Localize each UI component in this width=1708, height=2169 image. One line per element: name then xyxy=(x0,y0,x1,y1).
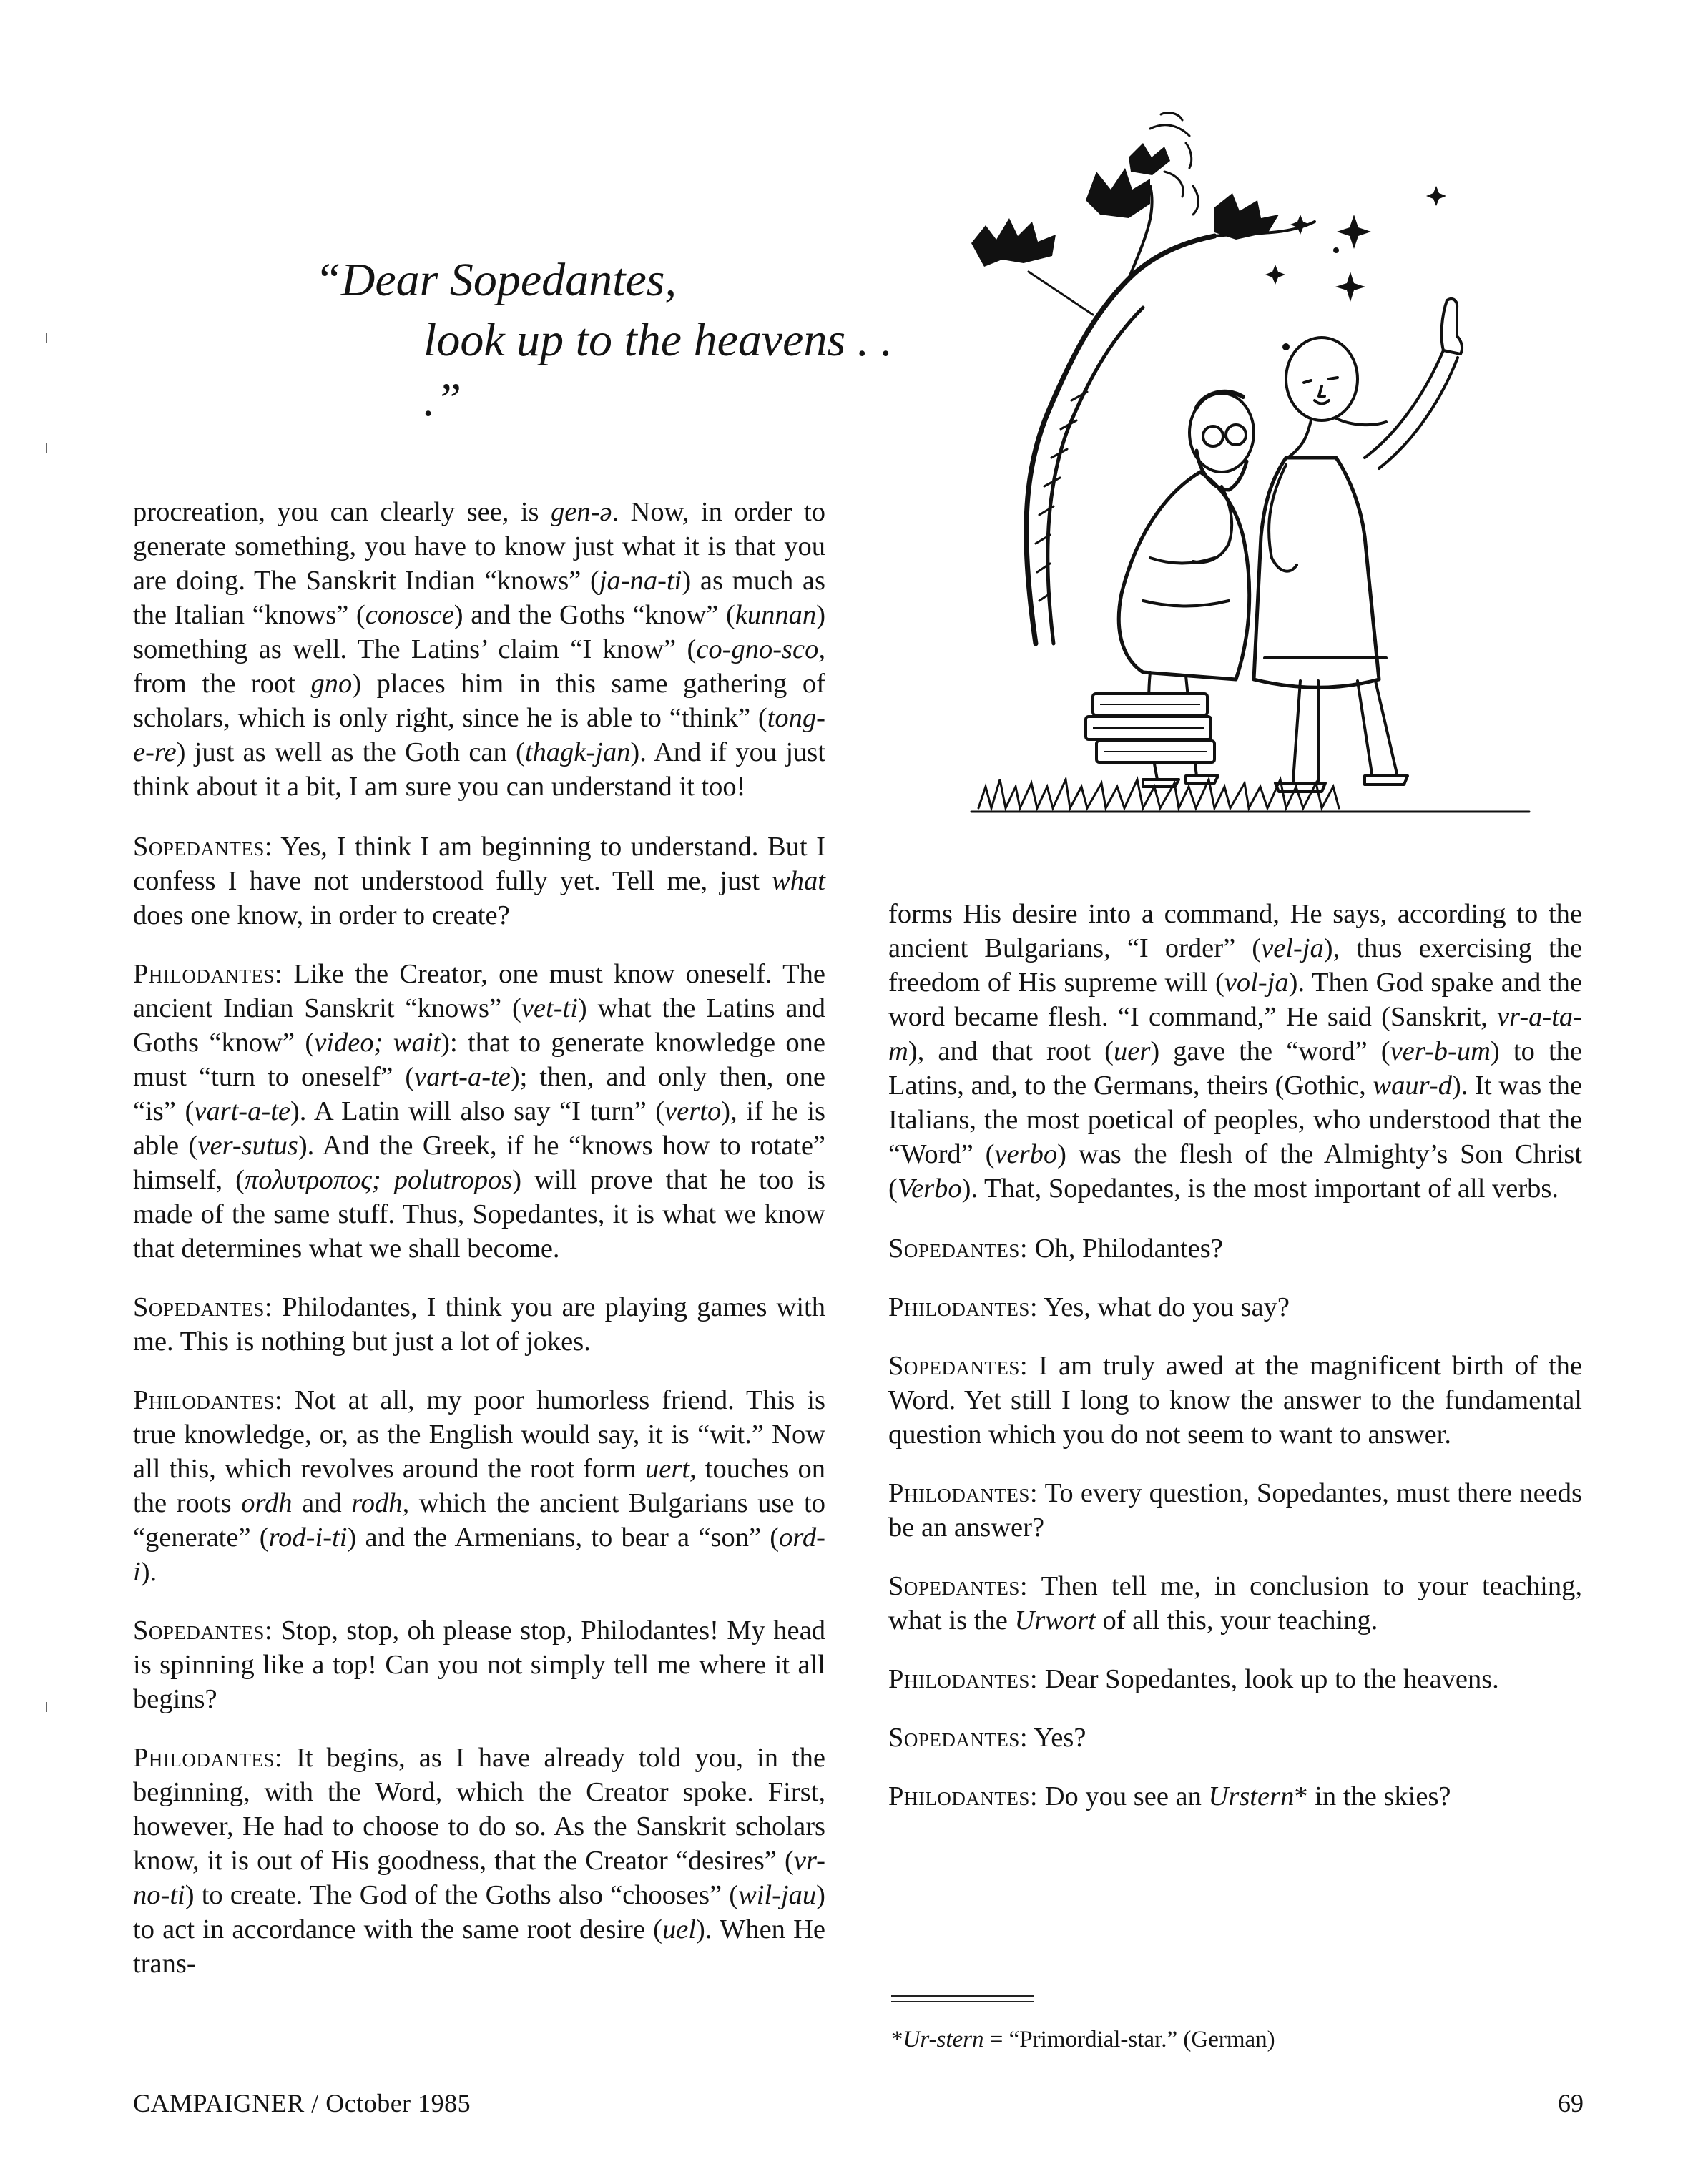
italic-term: Verbo xyxy=(897,1174,962,1204)
text-run: ) was the flesh of the Almighty’s Son Christ ( xyxy=(888,1139,1582,1204)
text-run: ). A Latin will also say “I turn” ( xyxy=(290,1096,665,1126)
italic-term: gen-ə xyxy=(550,497,612,527)
text-run: touches on the roots xyxy=(133,1454,825,1518)
footnote-term: Ur-stern xyxy=(903,2027,984,2052)
text-run: does one know, in order to create? xyxy=(133,900,510,930)
text-run: ) and the Armenians, to bear a “son” ( xyxy=(347,1523,780,1553)
pull-quote xyxy=(315,250,916,431)
text-run: ), thus exercising the freedom of His supreme will ( xyxy=(888,933,1582,998)
italic-term: rodh, xyxy=(351,1488,410,1518)
text-run: Do you see an xyxy=(1038,1781,1209,1811)
speaker-name: Sopedantes: xyxy=(888,1723,1029,1753)
text-run: ) just as well as the Goth can ( xyxy=(176,737,525,767)
text-run: ): that to generate knowledge one must “turn to oneself” ( xyxy=(133,1028,825,1092)
text-run: ) something as well. The Latins’ claim “I know” ( xyxy=(133,600,826,664)
footnote-marker: * xyxy=(891,2027,903,2052)
dialogue-paragraph xyxy=(888,1662,1582,1696)
text-run: which the ancient Bulgarians use to “generate” ( xyxy=(133,1488,825,1553)
text-run: Then tell me, in conclusion to your teaching, what is the xyxy=(888,1571,1582,1636)
text-run: Yes? xyxy=(1028,1723,1086,1753)
italic-term: vart-a-te xyxy=(414,1062,511,1092)
italic-term: ord-i xyxy=(133,1523,825,1587)
text-run: ). xyxy=(140,1557,157,1587)
margin-mark xyxy=(46,1702,47,1712)
text-run: ); then, and only then, one “is” ( xyxy=(133,1062,825,1126)
speaker-name: Sopedantes: xyxy=(133,1615,273,1646)
dialogue-paragraph xyxy=(888,1721,1582,1755)
italic-term: tong-e-re xyxy=(133,703,825,767)
dialogue-paragraph xyxy=(888,1476,1582,1545)
italic-term: ja-na-ti xyxy=(599,566,682,596)
italic-term: vol-ja xyxy=(1224,968,1289,998)
speaker-name: Sopedantes: xyxy=(133,1292,273,1322)
text-run: from the root xyxy=(133,669,311,699)
page-number: 69 xyxy=(1558,2089,1584,2118)
italic-term: rod-i-ti xyxy=(268,1523,348,1553)
text-run: I am truly awed at the magnificent birth of the Word. Yet still I long to know the answer to the fundamental question which you do not seem to want to answer. xyxy=(888,1351,1582,1450)
text-run: To every question, Sopedantes, must there needs be an answer? xyxy=(888,1478,1582,1543)
dialogue-illustration xyxy=(914,100,1572,830)
dialogue-paragraph xyxy=(888,1349,1582,1452)
paragraph xyxy=(133,495,825,804)
pull-quote-line-2: look up to the heavens . . .” xyxy=(423,314,893,426)
text-run: of all this, your teaching. xyxy=(1095,1605,1378,1636)
text-run: ) places him in this same gathering of scholars, which is only right, since he is able to “think” ( xyxy=(133,669,825,733)
text-run: ) what the Latins and Goths “know” ( xyxy=(133,993,826,1058)
dialogue-paragraph xyxy=(133,1741,825,1981)
dialogue-paragraph xyxy=(888,1569,1582,1638)
italic-term: gno xyxy=(310,669,353,699)
text-run: ) and the Goths “know” ( xyxy=(453,600,735,630)
italic-term: verbo xyxy=(994,1139,1058,1169)
text-run: * in the skies? xyxy=(1294,1781,1451,1811)
text-run: Yes, I think I am beginning to understand. But I confess I have not understood fully yet. Tell me, just xyxy=(133,832,825,896)
text-run: ). Then God spake and the word became flesh. “I command,” He said (Sanskrit, xyxy=(888,968,1582,1032)
text-run: Philodantes, I think you are playing games with me. This is nothing but just a lot of jokes. xyxy=(133,1292,825,1357)
italic-term: uel xyxy=(662,1914,697,1944)
footnote-rule xyxy=(891,2001,1034,2002)
text-run: ) gave the “word” ( xyxy=(1150,1036,1390,1066)
footnote-rule xyxy=(891,1995,1034,1997)
speaker-name: Philodantes: xyxy=(888,1292,1039,1322)
right-column xyxy=(888,897,1582,1838)
speaker-name: Sopedantes: xyxy=(133,832,273,862)
dialogue-paragraph xyxy=(133,1613,825,1716)
text-run: forms His desire into a command, He says, according to the ancient Bulgarians, “I order” ( xyxy=(888,899,1582,963)
speaker-name: Sopedantes: xyxy=(888,1351,1029,1381)
text-run: ) will prove that he too is made of the same stuff. Thus, Sopedantes, it is what we know that determines what we shall become. xyxy=(133,1165,825,1264)
speaker-name: Sopedantes: xyxy=(888,1571,1029,1601)
italic-term: vel-ja xyxy=(1261,933,1324,963)
text-run: ). And the Greek, if he “knows how to rotate” himself, ( xyxy=(133,1131,825,1195)
dialogue-paragraph xyxy=(888,1231,1582,1266)
text-run: Stop, stop, oh please stop, Philodantes! My head is spinning like a top! Can you not simply tell me where it all begins? xyxy=(133,1615,825,1714)
dialogue-paragraph xyxy=(133,1290,825,1359)
dialogue-paragraph xyxy=(133,1383,825,1589)
speaker-name: Philodantes: xyxy=(888,1781,1039,1811)
footnote-text: = “Primordial-star.” (German) xyxy=(983,2027,1275,2052)
text-run: ), if he is able ( xyxy=(133,1096,825,1161)
italic-term: thagk-jan xyxy=(524,737,631,767)
speaker-name: Philodantes: xyxy=(888,1478,1039,1508)
text-run: Oh, Philodantes? xyxy=(1028,1234,1223,1264)
text-run: ) to create. The God of the Goths also “chooses” ( xyxy=(185,1880,739,1910)
left-column xyxy=(133,495,825,2005)
text-run: Like the Creator, one must know oneself. The ancient Indian Sanskrit “knows” ( xyxy=(133,959,825,1023)
text-run: . Now, in order to generate something, you have to know just what it is that you are doing. The Sanskrit Indian “knows” ( xyxy=(133,497,826,596)
italic-term: ver-b-um xyxy=(1390,1036,1491,1066)
text-run: ) as much as the Italian “knows” ( xyxy=(133,566,825,630)
italic-term: vart-a-te xyxy=(194,1096,290,1126)
italic-term: wil-jau xyxy=(738,1880,817,1910)
text-run: ). It was the Italians, the most poetical of peoples, who understood that the “Word” ( xyxy=(888,1071,1583,1169)
italic-term: vr-a-ta-m xyxy=(888,1002,1582,1066)
speaker-name: Philodantes: xyxy=(133,1385,283,1415)
text-run: ) to act in accordance with the same root desire ( xyxy=(133,1880,825,1944)
footnote xyxy=(891,2025,1535,2054)
italic-term: vet-ti xyxy=(521,993,578,1023)
italic-term: ordh xyxy=(241,1488,293,1518)
italic-term: πολυτροπος; polutropos xyxy=(245,1165,513,1195)
italic-term: Urwort xyxy=(1014,1605,1096,1636)
speaker-name: Philodantes: xyxy=(133,959,283,989)
italic-term: ver-sutus xyxy=(197,1131,298,1161)
text-run: procreation, you can clearly see, is xyxy=(133,497,551,527)
dialogue-paragraph xyxy=(888,1290,1582,1324)
italic-term: co-gno-sco, xyxy=(696,634,825,664)
paragraph xyxy=(888,897,1582,1206)
italic-term: kunnan xyxy=(735,600,817,630)
speaker-name: Philodantes: xyxy=(133,1743,283,1773)
dialogue-paragraph xyxy=(133,957,825,1266)
text-run: ). That, Sopedantes, is the most important of all verbs. xyxy=(961,1174,1559,1204)
speaker-name: Philodantes: xyxy=(888,1664,1039,1694)
italic-term: uer xyxy=(1114,1036,1151,1066)
margin-mark xyxy=(46,443,47,453)
dialogue-paragraph xyxy=(888,1779,1582,1814)
text-run: ). When He trans- xyxy=(133,1914,825,1979)
text-run: It begins, as I have already told you, in the beginning, with the Word, which the Creator spoke. First, however, He had to choose to do so. As the Sanskrit scholars know, it is out of His goodness, that the Creator “desires” ( xyxy=(133,1743,825,1876)
italic-term: conosce xyxy=(365,600,454,630)
italic-term: Urstern xyxy=(1208,1781,1295,1811)
italic-term: what xyxy=(772,866,825,896)
text-run: Not at all, my poor humorless friend. This is true knowledge, or, as the English would say, it is “wit.” Now all this, which revolves around the root form xyxy=(133,1385,825,1484)
pull-quote-line-1: “Dear Sopedantes, xyxy=(315,254,677,306)
text-run: ), and that root ( xyxy=(908,1036,1114,1066)
text-run: and xyxy=(292,1488,352,1518)
text-run: ) to the Latins, and, to the Germans, theirs (Gothic, xyxy=(888,1036,1582,1101)
margin-mark xyxy=(46,333,47,343)
italic-term: waur-d xyxy=(1373,1071,1452,1101)
italic-term: video; wait xyxy=(314,1028,441,1058)
text-run: ). And if you just think about it a bit, I am sure you can understand it too! xyxy=(133,737,825,802)
publication-footer: CAMPAIGNER / October 1985 xyxy=(133,2089,471,2118)
italic-term: uert, xyxy=(645,1454,697,1484)
italic-term: verto xyxy=(664,1096,722,1126)
dialogue-paragraph xyxy=(133,830,825,933)
italic-term: vr-no-ti xyxy=(133,1846,825,1910)
text-run: Dear Sopedantes, look up to the heavens. xyxy=(1038,1664,1499,1694)
text-run: Yes, what do you say? xyxy=(1038,1292,1290,1322)
speaker-name: Sopedantes: xyxy=(888,1234,1029,1264)
